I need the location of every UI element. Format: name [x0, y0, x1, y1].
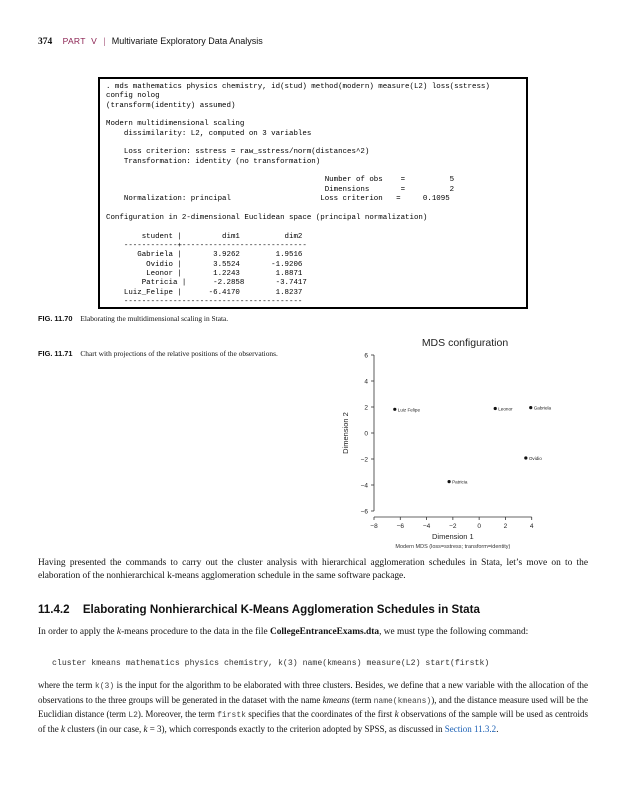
section-number: 11.4.2: [38, 603, 70, 616]
figure-caption-11-70: [38, 314, 228, 323]
part-label: PART: [62, 36, 86, 46]
text-span: , we must type the following command:: [379, 627, 529, 637]
stata-output-box: [98, 77, 528, 309]
text-span: k: [394, 709, 399, 720]
text-span: k: [61, 723, 65, 734]
code-span: name(kmeans): [373, 696, 432, 706]
chart-note: Modern MDS (loss=sstress; transform=identity): [395, 544, 511, 550]
chapter-title: Multivariate Exploratory Data Analysis: [111, 36, 263, 46]
x-tick-label: −6: [396, 523, 404, 530]
y-tick-label: −6: [360, 508, 368, 516]
stata-output-text: . mds mathematics physics chemistry, id(stud) method(modern) measure(L2) loss(sstress) config nolog (transform(identity) assumed) Modern multidimensional scaling dissimilarity: L2, computed on 3 variables Loss criterion: sstress = raw_sstress/norm(distances^2) Transformation: identity (no transformation) Number of obs = 5 Dimensions = 2 Normalization: principal Loss criterion = 0.1095 Configuration in 2-dimensional Euclidean space (principal normalization) student | dim1 dim2 ------------+---------------------------- Gabriela | 3.9262 1.9516 Ovidio | 3.5524 -1.9206 Leonor | 1.2243 1.8871 Patricia | -2.2858 -3.7417 Luiz_Felipe | -6.4170 1.8237 ----------------------------------------: [106, 83, 490, 306]
y-axis-label: Dimension 2: [341, 412, 350, 454]
x-tick-label: 0: [477, 523, 481, 530]
paragraph-intro: Having presented the commands to carry out the cluster analysis with hierarchical agglomeration schedules in Stata, let’s move on to the elaboration of the nonhierarchical k-means agglomeration schedule in the same software package.: [38, 558, 588, 581]
point-label: Leonor: [498, 406, 513, 412]
figure-label: FIG. 11.70: [38, 314, 73, 323]
x-tick-label: 2: [503, 523, 508, 530]
header-separator: |: [103, 37, 106, 47]
point-label: Ovidio: [528, 455, 542, 461]
x-axis-label: Dimension 1: [432, 532, 474, 541]
text-span: -means procedure to the data in the file: [121, 627, 270, 637]
y-tick-label: 6: [364, 352, 368, 360]
data-point: [448, 480, 451, 483]
page-number: 374: [38, 37, 53, 47]
x-tick-label: −4: [422, 523, 431, 530]
paragraph-explanation: [38, 679, 588, 735]
data-point: [524, 456, 527, 459]
text-span: kmeans: [322, 694, 350, 705]
text-span: observations of the sample will be used as centroids of the: [38, 709, 588, 734]
data-point: [529, 406, 532, 409]
part-number: V: [91, 36, 98, 46]
text-span: is the input for the algorithm to be elaborated with three clusters. Besides, we define that a new variable with the allocation of the observations to the three groups will be generated in the dataset with the name: [38, 680, 588, 705]
code-span: k(3): [94, 682, 115, 691]
running-header: [38, 36, 263, 47]
text-span: specifies that the coordinates of the first: [245, 709, 395, 720]
stata-command: cluster kmeans mathematics physics chemistry, k(3) name(kmeans) measure(L2) start(firstk): [52, 659, 490, 668]
file-name: CollegeEntranceExams.dta: [269, 627, 380, 637]
text-span: where the term: [38, 680, 95, 690]
x-tick-label: −2: [449, 523, 457, 530]
text-span: k: [116, 627, 122, 637]
y-tick-label: 4: [364, 378, 368, 386]
text-span: In order to apply the: [38, 627, 117, 637]
figure-caption-text: Chart with projections of the relative positions of the observations.: [80, 349, 278, 358]
text-span: ), and the distance measure used will be the Euclidian distance (term: [38, 694, 588, 720]
point-label: Luiz Felipe: [397, 407, 421, 413]
text-span: k: [143, 723, 148, 734]
section-link[interactable]: Section 11.3.2: [444, 723, 497, 734]
y-tick-label: −4: [360, 482, 368, 490]
point-label: Gabriela: [533, 405, 552, 411]
mds-scatter-chart: [330, 333, 570, 555]
figure-caption-11-71: [38, 349, 278, 358]
text-span: (term: [349, 694, 374, 705]
code-span: L2: [128, 711, 138, 721]
section-heading: [38, 603, 480, 616]
code-span: firstk: [217, 711, 246, 721]
text-span: .: [496, 723, 499, 734]
figure-caption-text: Elaborating the multidimensional scaling in Stata.: [80, 314, 229, 323]
y-tick-label: 0: [364, 430, 368, 438]
text-span: ). Moreover, the term: [137, 709, 218, 720]
section-title: Elaborating Nonhierarchical K-Means Agglomeration Schedules in Stata: [82, 603, 480, 616]
text-span: clusters (in our case,: [65, 723, 144, 734]
y-tick-label: 2: [364, 404, 368, 412]
point-label: Patricia: [452, 479, 468, 485]
data-point: [393, 408, 396, 411]
y-tick-label: −2: [360, 456, 368, 464]
x-tick-label: 4: [529, 523, 534, 530]
paragraph-command-intro: [38, 626, 588, 639]
figure-label: FIG. 11.71: [38, 349, 73, 358]
text-span: = 3), which corresponds exactly to the criterion adopted by SPSS, as discussed in: [147, 723, 445, 734]
chart-title: MDS configuration: [421, 337, 509, 349]
x-tick-label: −8: [370, 523, 378, 530]
data-point: [494, 407, 497, 410]
